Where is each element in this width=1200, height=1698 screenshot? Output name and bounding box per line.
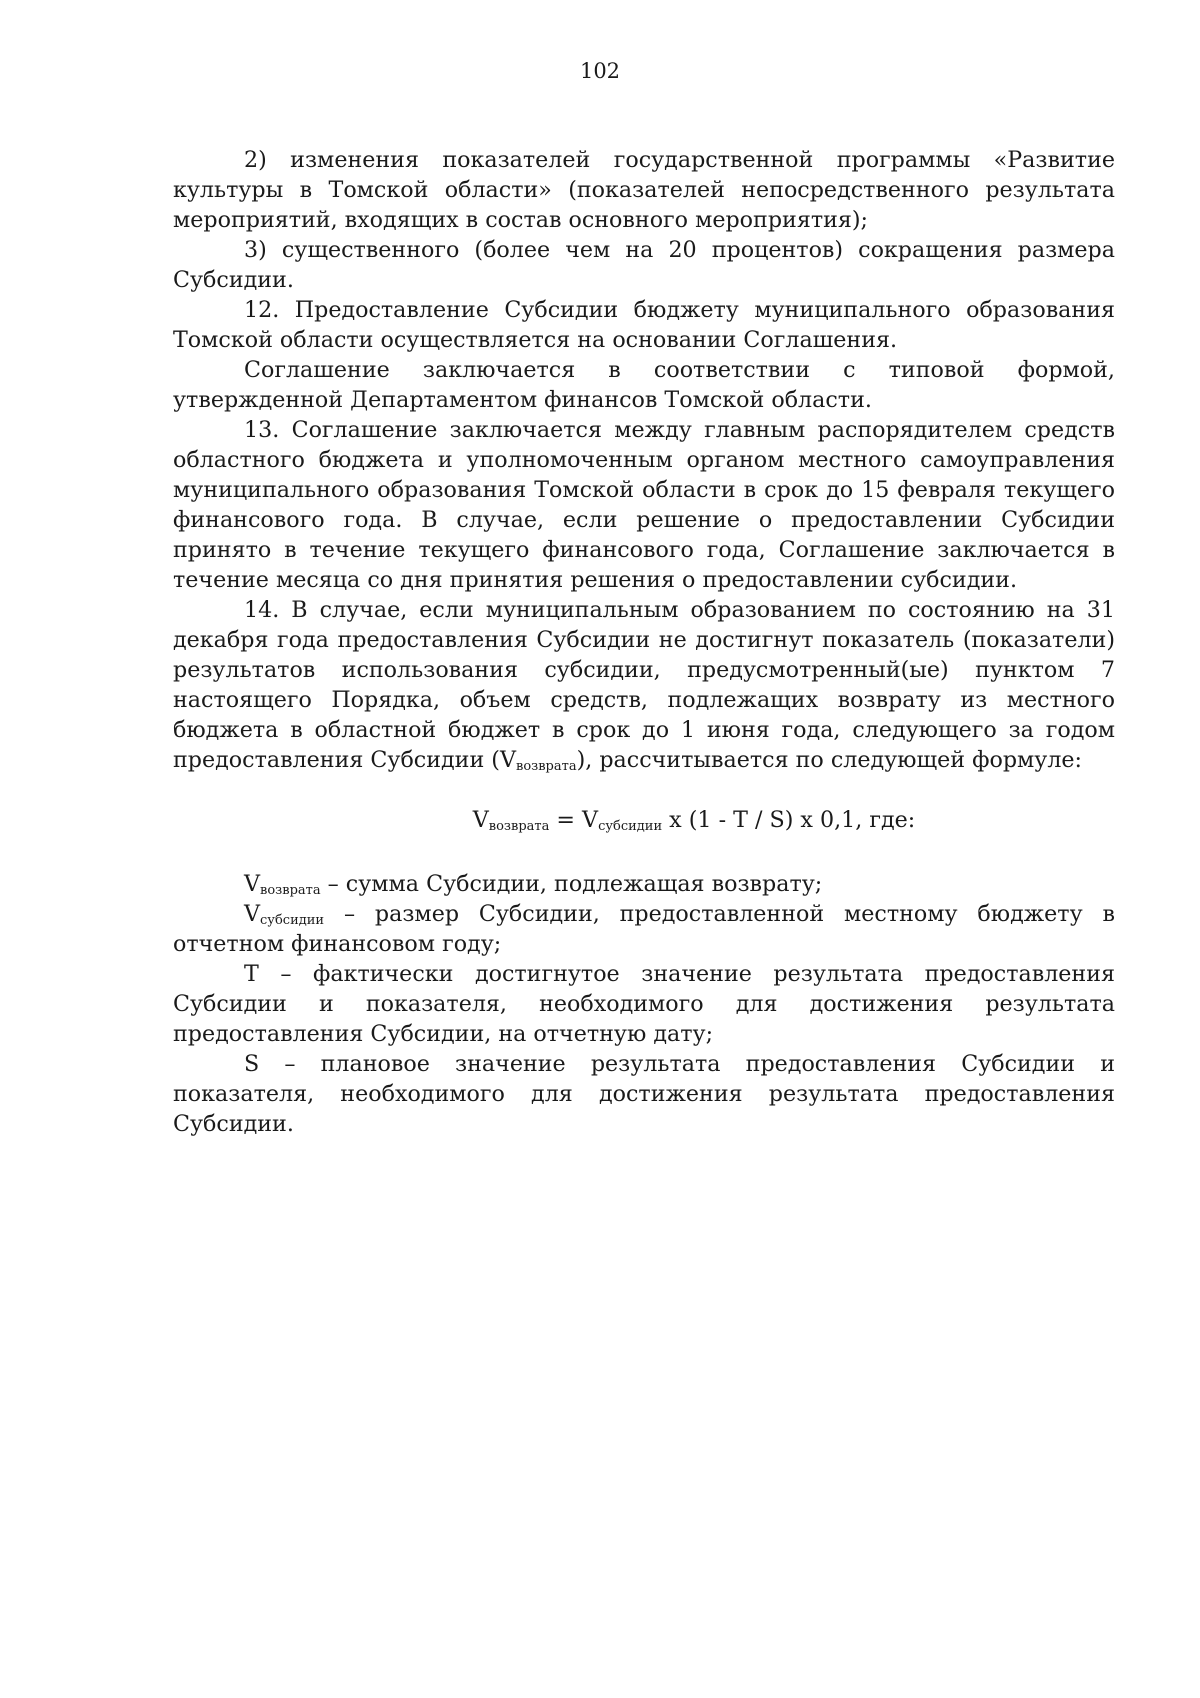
formula-equals: = V [549,807,599,833]
definition-v-subsidy [173,899,1115,959]
definition-s: S – плановое значение результата предоставления Субсидии и показателя, необходимого для достижения результата предоставления Субсидии. [173,1051,1115,1137]
def-v-refund-symbol: V [244,871,261,897]
paragraph-agreement-form: Соглашение заключается в соответствии с типовой формой, утвержденной Департаментом финансов Томской области. [173,357,1115,413]
def-v-refund-text: – сумма Субсидии, подлежащая возврату; [320,871,823,897]
page-number: 102 [579,59,621,83]
def-v-subsidy-subscript: субсидии [260,913,325,928]
paragraph-program-indicators: 2) изменения показателей государственной программы «Развитие культуры в Томской области» (показателей непосредственного результата мероприятий, входящих в состав основного мероприятия); [173,147,1115,233]
formula-v-refund: V [472,807,489,833]
paragraph-subsidy-reduction: 3) существенного (более чем на 20 процентов) сокращения размера Субсидии. [173,237,1115,293]
definition-t: T – фактически достигнутое значение результата предоставления Субсидии и показателя, необходимого для достижения результата предоставления Субсидии, на отчетную дату; [173,961,1115,1047]
paragraph-item-14 [173,595,1115,775]
def-v-subsidy-text: – размер Субсидии, предоставленной местному бюджету в отчетном финансовом году; [173,901,1115,957]
paragraph-item-12: 12. Предоставление Субсидии бюджету муниципального образования Томской области осуществляется на основании Соглашения. [173,297,1115,353]
refund-formula [173,805,1115,835]
def-v-subsidy-symbol: V [244,901,261,927]
document-body [173,145,1115,1139]
item-14-subscript: возврата [516,759,577,774]
item-14-text: 14. В случае, если муниципальным образованием по состоянию на 31 декабря года предоставления Субсидии не достигнут показатель (показатели) результатов использования субсидии, предусмотренный(ые) пунктом 7 настоящего Порядка, объем средств, подлежащих возврату из местного бюджета в областной бюджет в срок до 1 июня года, следующего за годом предоставления Субсидии (V [173,597,1115,773]
paragraph-item-13: 13. Соглашение заключается между главным распорядителем средств областного бюджета и уполномоченным органом местного самоуправления муниципального образования Томской области в срок до 15 февраля текущего финансового года. В случае, если решение о предоставлении Субсидии принято в течение текущего финансового года, Соглашение заключается в течение месяца со дня принятия решения о предоставлении субсидии. [173,417,1115,593]
formula-refund-subscript: возврата [488,819,550,834]
definition-v-refund [173,869,1115,899]
item-14-tail: ), рассчитывается по следующей формуле: [576,747,1083,773]
def-v-refund-subscript: возврата [260,883,321,898]
formula-subsidy-subscript: субсидии [598,819,663,834]
formula-expression: x (1 - T / S) x 0,1, где: [662,807,916,833]
